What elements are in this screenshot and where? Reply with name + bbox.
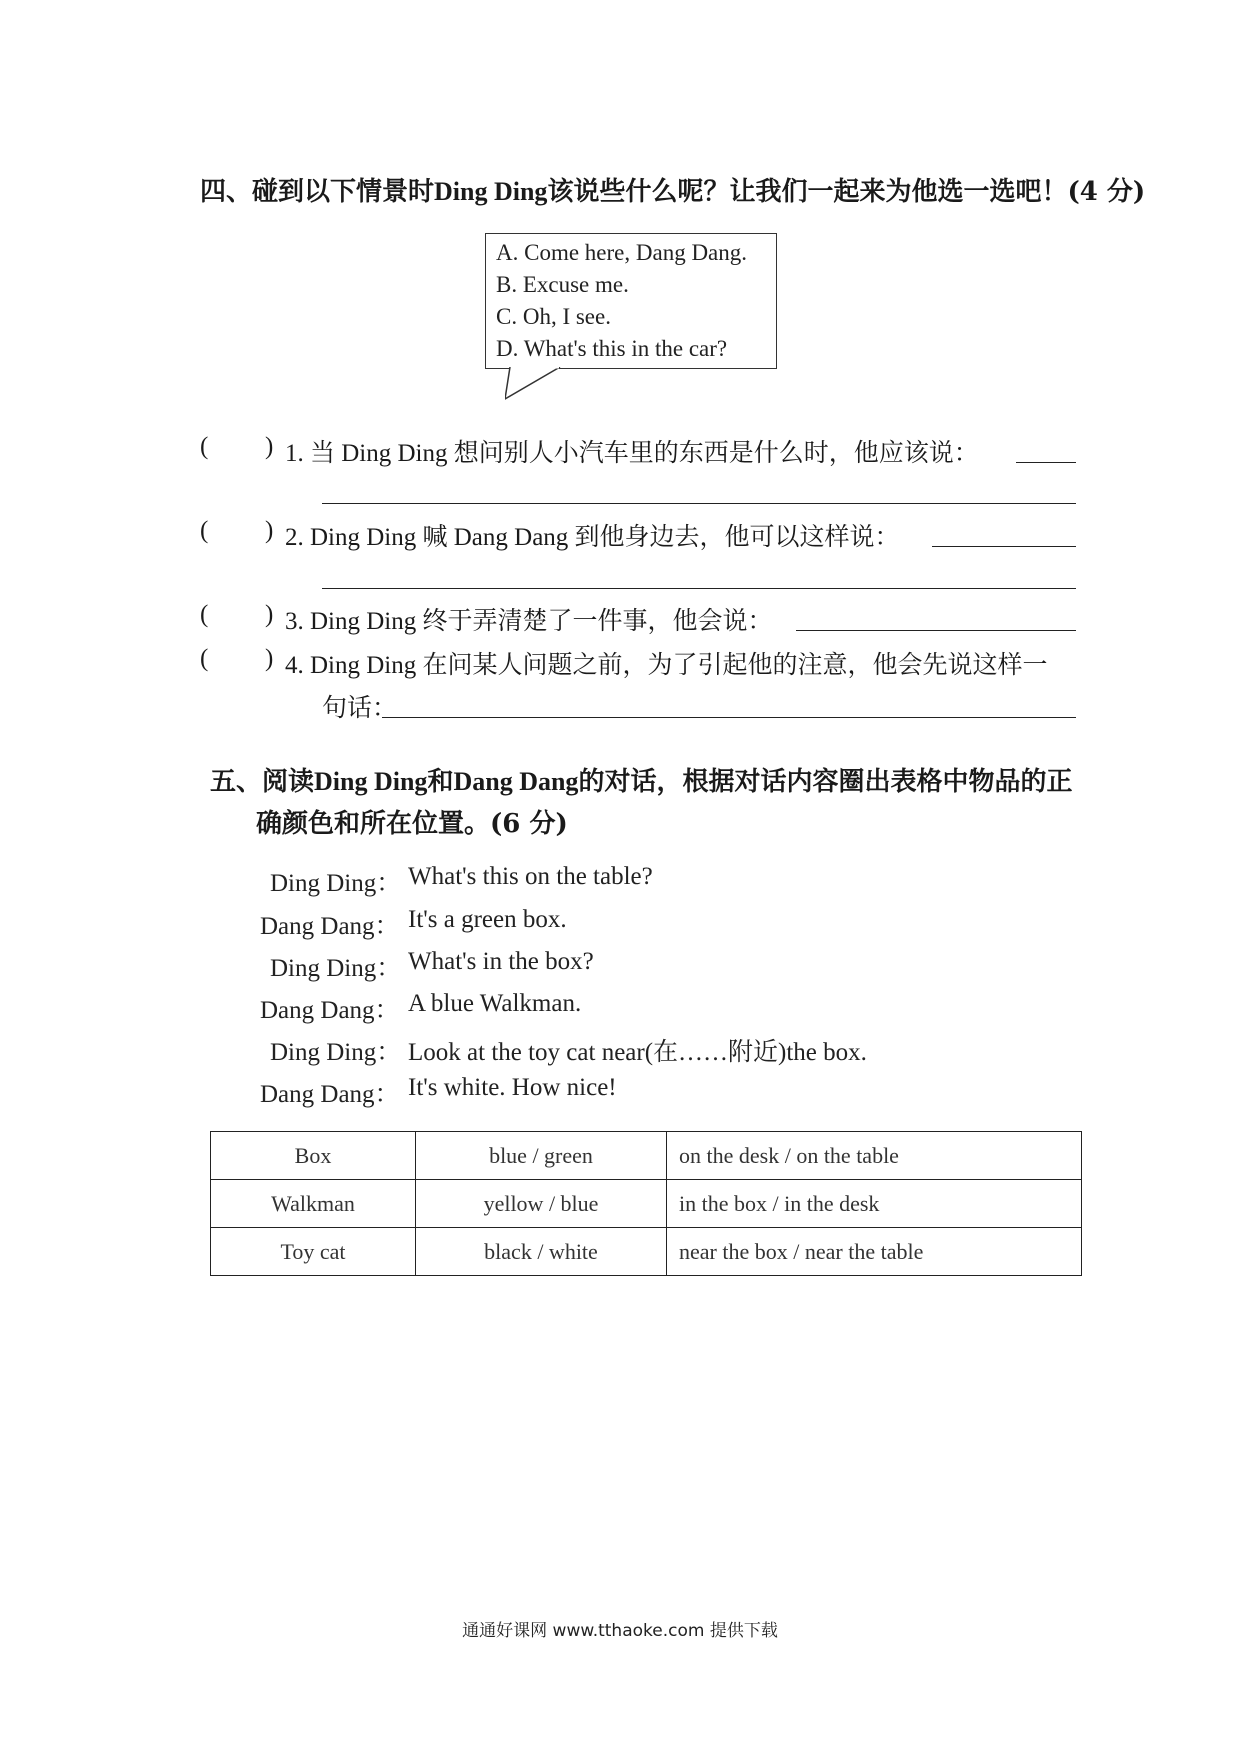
section4-title-pre: 四、碰到以下情景时 <box>200 177 435 207</box>
page-footer: 通通好课网 www.tthaoke.com 提供下载 <box>462 1621 778 1641</box>
table-cell-item: Toy cat <box>211 1228 416 1276</box>
items-table <box>210 1131 1082 1276</box>
q2-open-paren: ( <box>200 517 209 544</box>
table-cell-position[interactable]: on the desk / on the table <box>667 1132 1082 1180</box>
dialogue-speaker-2: Dang Dang： <box>260 913 400 940</box>
q3-open-paren: ( <box>200 601 209 628</box>
section5-title-line2: 确颜色和所在位置。(6 分) <box>256 809 568 839</box>
q4-open-paren: ( <box>200 645 209 672</box>
section5-title-name2: Dang Dang <box>453 767 579 796</box>
q3-close-paren: ) <box>265 601 274 628</box>
option-c: C. Oh, I see. <box>496 304 611 329</box>
speech-bubble-tail <box>505 367 565 401</box>
table-cell-position[interactable]: near the box / near the table <box>667 1228 1082 1276</box>
dialogue-line-3: What's in the box? <box>408 948 594 975</box>
q3-text: 3. Ding Ding 终于弄清楚了一件事，他会说： <box>285 608 773 635</box>
section5-title-mid: 和 <box>427 767 454 797</box>
q3-answer-line <box>796 630 1076 631</box>
dialogue-speaker-5: Ding Ding： <box>270 1039 402 1066</box>
dialogue-line-5: Look at the toy cat near(在……附近)the box. <box>408 1039 867 1066</box>
dialogue-speaker-4: Dang Dang： <box>260 997 400 1024</box>
dialogue-speaker-6: Dang Dang： <box>260 1081 400 1108</box>
q4-answer-line <box>382 717 1076 718</box>
section5-title-line1 <box>210 761 1072 798</box>
q1-close-paren: ) <box>265 433 274 460</box>
table-row <box>211 1132 1082 1180</box>
dialogue-speaker-1: Ding Ding： <box>270 870 402 897</box>
section5-title-pre: 五、阅读 <box>210 767 315 797</box>
q2-close-paren: ) <box>265 517 274 544</box>
q2-text: 2. Ding Ding 喊 Dang Dang 到他身边去，他可以这样说： <box>285 524 900 551</box>
section4-title-name: Ding Ding <box>434 177 548 206</box>
option-d: D. What's this in the car? <box>496 336 728 361</box>
q2-answer-line-a <box>932 546 1076 547</box>
option-a: A. Come here, Dang Dang. <box>496 240 748 265</box>
dialogue-line-4: A blue Walkman. <box>408 990 582 1017</box>
table-cell-item: Box <box>211 1132 416 1180</box>
q1-open-paren: ( <box>200 433 209 460</box>
table-cell-color[interactable]: black / white <box>416 1228 667 1276</box>
q1-answer-line-a <box>1016 462 1076 463</box>
table-row <box>211 1228 1082 1276</box>
q4-close-paren: ) <box>265 645 274 672</box>
section4-title <box>200 171 1145 208</box>
table-cell-item: Walkman <box>211 1180 416 1228</box>
section4-title-post: 该说些什么呢？让我们一起来为他选一选吧！(4 分) <box>547 177 1146 207</box>
dialogue-line-6: It's white. How nice! <box>408 1074 617 1101</box>
dialogue-line-2: It's a green box. <box>408 906 567 933</box>
table-cell-position[interactable]: in the box / in the desk <box>667 1180 1082 1228</box>
section5-title-post: 的对话，根据对话内容圈出表格中物品的正 <box>578 767 1073 797</box>
q2-answer-line-b <box>322 588 1076 589</box>
q1-text: 1. 当 Ding Ding 想问别人小汽车里的东西是什么时，他应该说： <box>285 440 979 467</box>
dialogue-speaker-3: Ding Ding： <box>270 955 402 982</box>
section5-title-name1: Ding Ding <box>314 767 428 796</box>
options-speech-bubble <box>485 233 777 369</box>
table-cell-color[interactable]: blue / green <box>416 1132 667 1180</box>
table-cell-color[interactable]: yellow / blue <box>416 1180 667 1228</box>
q1-answer-line-b <box>322 503 1076 504</box>
q4-continuation: 句话： <box>322 695 398 722</box>
dialogue-line-1: What's this on the table? <box>408 863 653 890</box>
table-row <box>211 1180 1082 1228</box>
option-b: B. Excuse me. <box>496 272 629 297</box>
q4-text: 4. Ding Ding 在问某人问题之前，为了引起他的注意，他会先说这样一 <box>285 652 1048 679</box>
